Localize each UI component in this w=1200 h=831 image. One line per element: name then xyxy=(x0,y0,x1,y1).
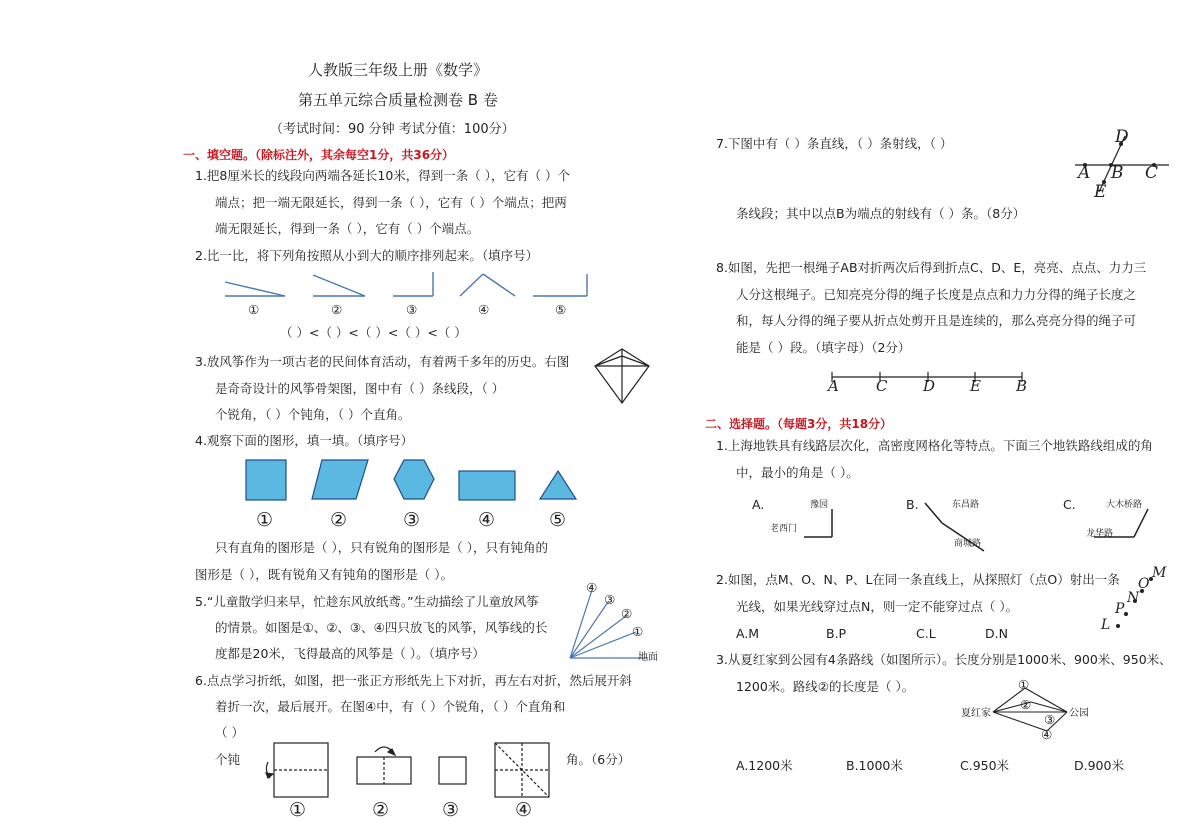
route-num-1: ① xyxy=(1018,677,1030,692)
q5-ground-label: 地面 xyxy=(638,652,658,663)
q5-kite-1: ① xyxy=(632,624,644,639)
s2q1-opt-c-letter[interactable]: C. xyxy=(1063,497,1076,512)
route-num-2: ② xyxy=(1020,697,1032,712)
q8-line2: 人分这根绳子。已知亮亮分得的绳子长度是点点和力力分得的绳子长度之 xyxy=(736,287,1137,302)
route-park-label: 公园 xyxy=(1069,708,1089,719)
q7-point-e: E xyxy=(1094,182,1107,202)
q6-line4b: 角。（6分） xyxy=(566,752,631,767)
q2-line1: 2.比一比，将下列角按照从小到大的顺序排列起来。（填序号） xyxy=(195,248,539,263)
s2q2-line1: 2.如图，点M、O、N、P、L在同一条直线上，从探照灯（点O）射出一条 xyxy=(716,572,1120,587)
q4-line2: 只有直角的图形是（ ），只有锐角的图形是（ ），只有钝角的 xyxy=(215,540,548,555)
q2-answer-blanks[interactable]: （ ）<（ ）<（ ）<（ ）<（ ） xyxy=(280,325,467,340)
rope-point-c: C xyxy=(876,377,888,395)
q8-line1: 8.如图，先把一根绳子AB对折两次后得到折点C、D、E，亮亮、点点、力力三 xyxy=(716,260,1147,275)
q5-kite-3: ③ xyxy=(604,592,616,607)
route-home-label: 夏红家 xyxy=(961,708,991,719)
s2q1-opt-b-label1: 东昌路 xyxy=(952,500,980,510)
s2q2-opt-a[interactable]: A.M xyxy=(736,626,760,641)
q5-line1: 5.“儿童散学归来早，忙趁东风放纸鸢。”生动描绘了儿童放风筝 xyxy=(195,594,539,609)
s2q1-opt-a-letter[interactable]: A. xyxy=(752,497,765,512)
section1-heading: 一、填空题。（除标注外，其余每空1分，共36分） xyxy=(183,148,455,162)
point-n: N xyxy=(1127,590,1140,606)
point-o: O xyxy=(1138,576,1150,592)
route-num-4: ④ xyxy=(1041,727,1053,742)
q6-line3: （ ） xyxy=(215,725,244,740)
q2-num-5: ⑤ xyxy=(555,302,567,317)
s2q1-opt-c-label2: 龙华路 xyxy=(1086,529,1114,539)
s2q3-line1: 3.从夏红家到公园有4条路线（如图所示）。长度分别是1000米、900米、950米、 xyxy=(716,652,1172,667)
point-p: P xyxy=(1115,601,1125,617)
q7-point-a: A xyxy=(1078,163,1091,183)
s2q1-opt-a-label1: 豫园 xyxy=(810,500,829,510)
q8-line3: 和，每人分得的绳子要从折点处剪开且是连续的，那么亮亮分得的绳子可 xyxy=(736,313,1137,328)
q4-num-2: ② xyxy=(330,509,348,531)
route-num-3: ③ xyxy=(1044,712,1056,727)
q6-line2: 着折一次，最后展开。在图④中，有（ ）个锐角，（ ）个直角和 xyxy=(215,699,566,714)
q2-num-3: ③ xyxy=(406,302,418,317)
point-l: L xyxy=(1101,617,1111,633)
q3-line1: 3.放风筝作为一项古老的民间体育活动，有着两千多年的历史。右图 xyxy=(195,354,570,369)
q2-num-1: ① xyxy=(248,302,260,317)
q1-line3: 端无限延长，得到一条（ ），它有（ ）个端点。 xyxy=(215,221,480,236)
s2q1-line2: 中，最小的角是（ ）。 xyxy=(736,465,859,480)
q6-num-2: ② xyxy=(372,799,390,821)
q7-line1: 7.下图中有（ ）条直线，（ ）条射线，（ ） xyxy=(716,136,953,151)
q7-point-b: B xyxy=(1111,163,1124,183)
q4-num-4: ④ xyxy=(478,509,496,531)
q5-kite-4: ④ xyxy=(586,580,598,595)
s2q3-opt-b[interactable]: B.1000米 xyxy=(846,758,903,773)
q2-num-2: ② xyxy=(331,302,343,317)
rope-point-d: D xyxy=(923,377,936,395)
s2q1-opt-c-label1: 大木桥路 xyxy=(1106,500,1143,510)
q3-line3: 个锐角，（ ）个钝角，（ ）个直角。 xyxy=(215,407,411,422)
q2-angles-figure xyxy=(215,270,595,300)
q5-kite-2: ② xyxy=(621,606,633,621)
s2q3-opt-c[interactable]: C.950米 xyxy=(960,758,1010,773)
s2q1-line1: 1.上海地铁具有线路层次化，高密度网格化等特点。下面三个地铁路线组成的角 xyxy=(716,438,1153,453)
s2q1-opt-b-letter[interactable]: B. xyxy=(906,497,919,512)
q4-num-1: ① xyxy=(256,509,274,531)
q5-line2: 的情景。如图是①、②、③、④四只放飞的风筝，风筝线的长 xyxy=(215,620,548,635)
q6-line1: 6.点点学习折纸，如图，把一张正方形纸先上下对折，再左右对折，然后展开斜 xyxy=(195,673,632,688)
paper-folding-figure xyxy=(262,740,562,800)
kite-frame-figure xyxy=(592,346,652,406)
q4-shapes-figure xyxy=(240,457,580,503)
rope-point-a: A xyxy=(828,377,839,395)
metro-angles-figure xyxy=(760,495,1200,555)
q1-line1: 1.把8厘米长的线段向两端各延长10米，得到一条（ ），它有（ ）个 xyxy=(195,168,570,183)
s2q1-opt-a-label2: 老西门 xyxy=(770,524,798,534)
q5-line3: 度都是20米，飞得最高的风筝是（ ）。（填序号） xyxy=(215,646,485,661)
s2q2-line2: 光线，如果光线穿过点N，则一定不能穿过点（ ）。 xyxy=(736,599,1019,614)
point-m: M xyxy=(1152,565,1167,581)
rope-point-e: E xyxy=(970,377,981,395)
section2-heading: 二、选择题。（每题3分，共18分） xyxy=(705,417,893,431)
s2q1-opt-b-label2: 商城路 xyxy=(954,539,982,549)
s2q3-line2: 1200米。路线②的长度是（ ）。 xyxy=(736,679,915,694)
q4-line1: 4.观察下面的图形，填一填。（填序号） xyxy=(195,433,414,448)
s2q2-opt-b[interactable]: B.P xyxy=(826,626,847,641)
s2q2-opt-c[interactable]: C.L xyxy=(916,626,936,641)
exam-subtitle: 第五单元综合质量检测卷 B 卷 xyxy=(298,91,498,109)
q6-num-1: ① xyxy=(289,799,307,821)
s2q3-opt-d[interactable]: D.900米 xyxy=(1074,758,1124,773)
exam-info: （考试时间：90 分钟 考试分值：100分） xyxy=(270,122,515,137)
q6-line4a: 个钝 xyxy=(215,752,241,767)
q7-point-c: C xyxy=(1145,163,1159,183)
q1-line2: 端点；把一端无限延长，得到一条（ ），它有（ ）个端点；把两 xyxy=(215,195,567,210)
q6-num-3: ③ xyxy=(442,799,460,821)
exam-title: 人教版三年级上册《数学》 xyxy=(308,61,489,79)
s2q3-opt-a[interactable]: A.1200米 xyxy=(736,758,793,773)
s2q2-opt-d[interactable]: D.N xyxy=(985,626,1008,641)
q4-line3: 图形是（ ），既有锐角又有钝角的图形是（ ）。 xyxy=(195,567,453,582)
q7-line2: 条线段；其中以点B为端点的射线有（ ）条。（8分） xyxy=(736,206,1026,221)
q4-num-3: ③ xyxy=(403,509,421,531)
q4-num-5: ⑤ xyxy=(549,509,567,531)
q6-num-4: ④ xyxy=(515,799,533,821)
q2-num-4: ④ xyxy=(478,302,490,317)
q8-line4: 能是（ ）段。（填字母）（2分） xyxy=(736,340,911,355)
q7-point-d: D xyxy=(1115,127,1129,147)
rope-point-b: B xyxy=(1016,377,1028,395)
q3-line2: 是奇奇设计的风筝骨架图，图中有（ ）条线段，（ ） xyxy=(215,381,505,396)
